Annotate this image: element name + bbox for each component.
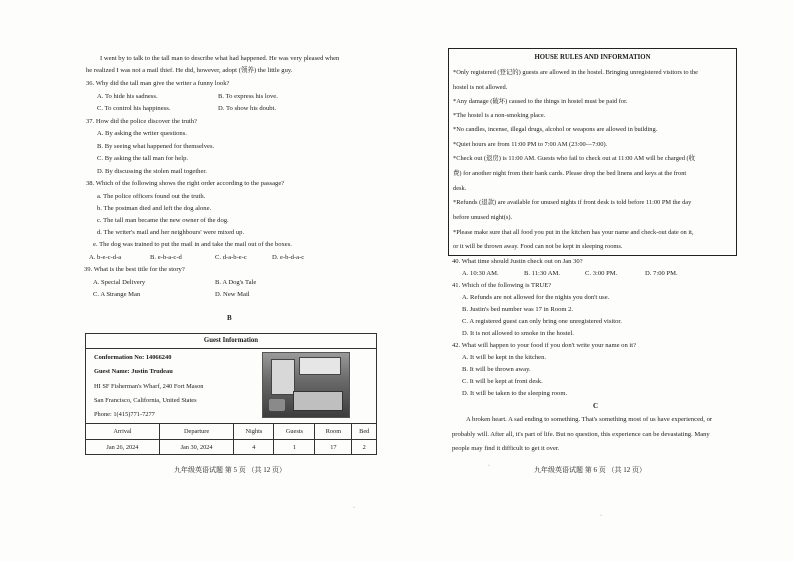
q38-event-b: b. The postman died and left the dog alone.	[97, 205, 212, 212]
rule-line: *Quiet hours are from 11:00 PM to 7:00 AM (23:00—7:00).	[453, 141, 608, 148]
q36-stem: 36. Why did the tall man give the writer a funny look?	[86, 80, 230, 87]
q39-option-c[interactable]: C. A Strange Man	[93, 291, 141, 298]
q41-option-d[interactable]: D. It is not allowed to smoke in the hostel.	[462, 330, 574, 337]
q36-option-c[interactable]: C. To control his happiness.	[97, 105, 171, 112]
rule-line: *Any damage (破坏) caused to the things in hostel must be paid for.	[453, 98, 628, 105]
confirmation-number: Conformation No: 14066240	[94, 354, 172, 361]
hostel-address-line2: San Francisco, California, United States	[94, 397, 197, 404]
q40-option-a[interactable]: A. 10:30 AM.	[462, 270, 499, 277]
booking-table-header-row	[86, 424, 376, 440]
q42-option-a[interactable]: A. It will be kept in the kitchen.	[462, 354, 547, 361]
rule-line: *Only registered (登记的) guests are allowed in the hostel. Bringing unregistered visitors to the	[453, 69, 698, 76]
header-departure: Departure	[159, 424, 233, 440]
guest-information-card	[85, 333, 377, 455]
left-page-footer: 九年级英语试题 第 5 页 （共 12 页）	[174, 466, 286, 474]
q41-option-b[interactable]: B. Justin's bed number was 17 in Room 2.	[462, 306, 574, 313]
q41-stem: 41. Which of the following is TRUE?	[452, 282, 552, 289]
hostel-address-line1: HI SF Fisherman's Wharf, 240 Fort Mason	[94, 383, 204, 390]
section-c-heading: C	[593, 402, 599, 410]
rule-line: *Please make sure that all food you put in the kitchen has your name and check-out date on it,	[453, 229, 694, 236]
q39-option-b[interactable]: B. A Dog's Tale	[215, 279, 257, 286]
hotel-room-photo	[262, 352, 350, 418]
section-b-heading: B	[227, 314, 232, 322]
scan-speck: ·	[353, 505, 355, 511]
rule-line: hostel is not allowed.	[453, 84, 508, 91]
guest-name: Guest Name: Justin Trudeau	[94, 368, 173, 375]
q38-option-c[interactable]: C. d-a-b-e-c	[215, 254, 247, 261]
value-nights: 4	[234, 440, 274, 456]
room-window-icon	[271, 359, 295, 395]
rule-line: 费) for another night from their bank cards. Please drop the bed linens and keys at the front	[453, 170, 687, 177]
header-guests: Guests	[274, 424, 315, 440]
q39-option-d[interactable]: D. New Mail	[215, 291, 250, 298]
q41-option-a[interactable]: A. Refunds are not allowed for the nights you don't use.	[462, 294, 610, 301]
q39-stem: 39. What is the best title for the story?	[84, 266, 185, 273]
house-rules-box	[448, 48, 737, 256]
rule-line: before unused night(s).	[453, 214, 513, 221]
rule-line: *No candles, incense, illegal drugs, alcohol or weapons are allowed in building.	[453, 126, 658, 133]
q37-option-d[interactable]: D. By discussing the stolen mail together.	[97, 168, 207, 175]
q38-stem: 38. Which of the following shows the right order according to the passage?	[86, 180, 285, 187]
q38-option-b[interactable]: B. e-b-a-c-d	[150, 254, 182, 261]
room-bed-icon	[293, 391, 343, 411]
rule-line: *The hostel is a non-smoking place.	[453, 112, 546, 119]
q37-option-c[interactable]: C. By asking the tall man for help.	[97, 155, 189, 162]
q42-stem: 42. What will happen to your food if you don't write your name on it?	[452, 342, 637, 349]
q40-option-b[interactable]: B. 11:30 AM.	[524, 270, 561, 277]
value-departure: Jan 30, 2024	[159, 440, 233, 456]
passage-c-line3: people may find it difficult to get it over.	[452, 445, 560, 452]
rule-line: *Refunds (退款) are available for unused nights if front desk is told before 11:00 PM the day	[453, 199, 692, 206]
scan-speck: ·	[488, 463, 490, 469]
passage-c-line2: probably will. After all, it's part of life. But no question, this experience can be devastating. Many	[452, 431, 710, 438]
passage-end-line1: I went by to talk to the tall man to describe what had happened. He was very pleased when	[100, 55, 340, 62]
q40-stem: 40. What time should Justin check out on Jan 30?	[452, 258, 583, 265]
passage-end-line2: he realized I was not a mail thief. He did, however, adopt (领养) the little guy.	[86, 67, 293, 74]
q36-option-d[interactable]: D. To show his doubt.	[218, 105, 277, 112]
q39-option-a[interactable]: A. Special Delivery	[93, 279, 146, 286]
q38-event-a: a. The police officers found out the truth.	[97, 193, 206, 200]
booking-table-value-row	[86, 440, 376, 456]
q37-option-a[interactable]: A. By asking the writer questions.	[97, 130, 187, 137]
value-bed: 2	[352, 440, 376, 456]
q37-option-b[interactable]: B. By seeing what happened for themselves.	[97, 143, 215, 150]
value-room: 17	[315, 440, 352, 456]
passage-c-line1: A broken heart. A sad ending to something. That's something most of us have experienced, or	[466, 416, 713, 423]
q42-option-d[interactable]: D. It will be taken to the sleeping room.	[462, 390, 568, 397]
room-window-icon	[299, 357, 341, 375]
scan-speck: ·	[600, 513, 602, 519]
value-arrival: Jan 26, 2024	[86, 440, 159, 456]
q40-option-c[interactable]: C. 3:00 PM.	[585, 270, 618, 277]
booking-table	[86, 423, 376, 455]
value-guests: 1	[274, 440, 315, 456]
guest-card-title: Guest Information	[86, 334, 376, 349]
q38-event-e: e. The dog was trained to put the mail in and take the mail out of the boxes.	[93, 241, 292, 248]
q42-option-c[interactable]: C. It will be kept at front desk.	[462, 378, 543, 385]
rule-line: desk.	[453, 185, 467, 192]
rule-line: or it will be thrown away. Food can not be kept in sleeping rooms.	[453, 243, 623, 250]
hostel-phone: Phone: 1(415)771-7277	[94, 411, 155, 418]
house-rules-title: HOUSE RULES AND INFORMATION	[534, 54, 651, 61]
q38-event-d: d. The writer's mail and her neighbours' were mixed up.	[97, 229, 245, 236]
q36-option-a[interactable]: A. To hide his sadness.	[97, 93, 158, 100]
q38-option-d[interactable]: D. e-b-d-a-c	[272, 254, 305, 261]
q41-option-c[interactable]: C. A registered guest can only bring one unregistered visitor.	[462, 318, 622, 325]
right-page-footer: 九年级英语试题 第 6 页 （共 12 页）	[534, 466, 646, 474]
q40-option-d[interactable]: D. 7:00 PM.	[645, 270, 678, 277]
q37-stem: 37. How did the police discover the truth?	[86, 118, 197, 125]
header-nights: Nights	[234, 424, 274, 440]
q38-option-a[interactable]: A. b-e-c-d-a	[89, 254, 122, 261]
header-bed: Bed	[352, 424, 376, 440]
q36-option-b[interactable]: B. To express his love.	[218, 93, 278, 100]
room-lamp-icon	[269, 399, 285, 411]
header-arrival: Arrival	[86, 424, 159, 440]
header-room: Room	[315, 424, 352, 440]
q38-event-c: c. The tall man became the new owner of the dog.	[97, 217, 229, 224]
q42-option-b[interactable]: B. It will be thrown away.	[462, 366, 531, 373]
rule-line: *Check out (退房) is 11:00 AM. Guests who fail to check out at 11:00 AM will be charged (收	[453, 155, 696, 162]
